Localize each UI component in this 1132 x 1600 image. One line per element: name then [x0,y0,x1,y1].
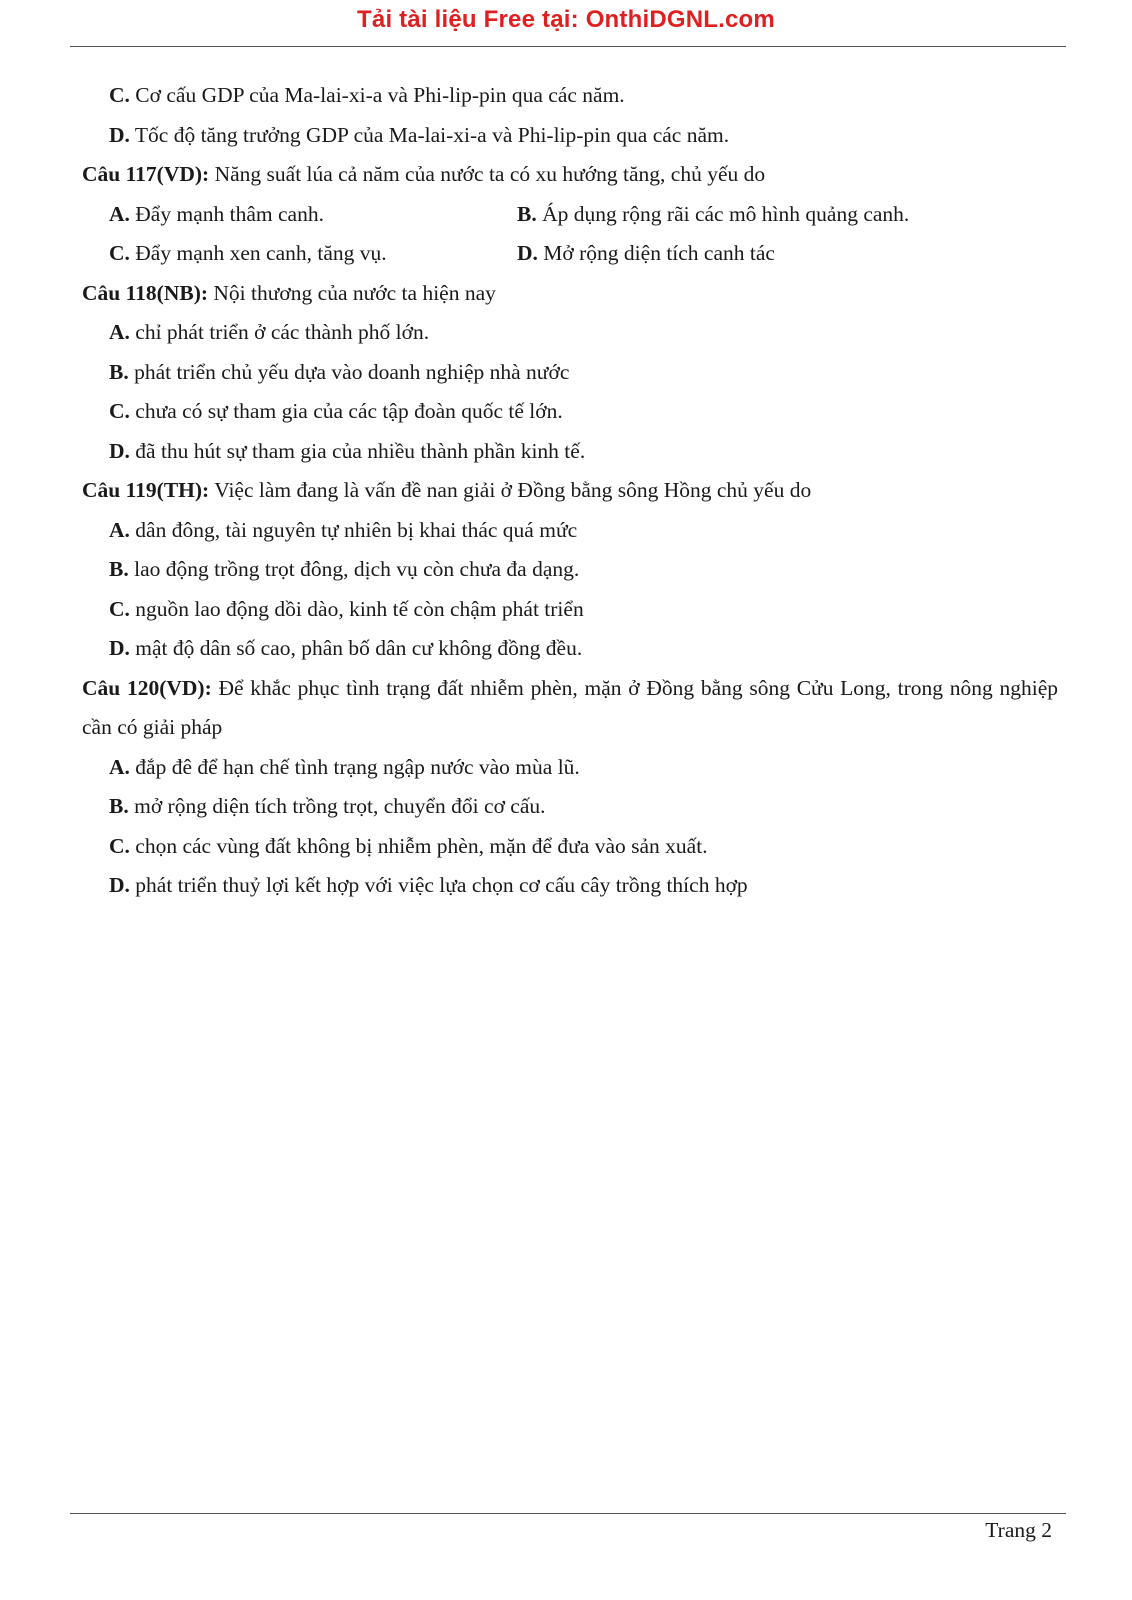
option-letter: C. [109,241,130,265]
option-letter: D. [109,873,130,897]
option-b [517,195,1058,235]
option-letter: A. [109,754,130,779]
question-120 [82,669,1058,748]
option-letter: C. [109,399,130,423]
option-d [82,116,1058,156]
option-text: Mở rộng diện tích canh tác [543,241,775,265]
option-letter: D. [109,438,130,463]
option-letter: B. [109,359,129,384]
option-letter: D. [109,122,130,147]
option-text: mật độ dân số cao, phân bố dân cư không đồng đều. [135,636,583,660]
document-body [82,76,1058,906]
footer-divider [70,1513,1066,1514]
option-row [82,195,1058,235]
question-label: Câu 117(VD): [82,162,210,186]
option-text: phát triển thuỷ lợi kết hợp với việc lựa chọn cơ cấu cây trồng thích hợp [135,873,748,897]
option-b [82,550,1058,590]
option-c [82,392,1058,432]
option-c [82,827,1058,867]
question-text: Để khắc phục tình trạng đất nhiễm phèn, mặn ở Đồng bằng sông Cửu Long, trong nông nghiệp cần có giải pháp [82,675,1059,739]
option-letter: B. [109,794,129,818]
option-b [82,353,1058,393]
option-letter: A. [109,517,130,542]
question-118 [82,274,1058,314]
option-row [82,234,1058,274]
option-letter: C. [109,83,130,107]
question-text: Năng suất lúa cả năm của nước ta có xu hướng tăng, chủ yếu do [214,162,766,186]
option-letter: C. [109,833,130,858]
option-text: nguồn lao động dồi dào, kinh tế còn chậm phát triển [135,596,584,621]
option-text: phát triển chủ yếu dựa vào doanh nghiệp nhà nước [134,359,570,384]
header-site-link[interactable]: Tải tài liệu Free tại: OnthiDGNL.com [357,6,775,33]
option-d [82,432,1058,472]
option-d [82,866,1058,906]
option-text: Tốc độ tăng trưởng GDP của Ma-lai-xi-a và Phi-lip-pin qua các năm. [134,122,730,147]
option-c [82,76,1058,116]
option-d [82,629,1058,669]
option-letter: A. [109,320,130,344]
question-117 [82,155,1058,195]
option-text: chưa có sự tham gia của các tập đoàn quốc tế lớn. [135,399,563,423]
option-text: lao động trồng trọt đông, dịch vụ còn chưa đa dạng. [134,557,580,581]
option-letter: D. [517,241,538,265]
option-b [82,787,1058,827]
option-text: mở rộng diện tích trồng trọt, chuyển đổi cơ cấu. [134,794,546,818]
question-text: Việc làm đang là vấn đề nan giải ở Đồng bằng sông Hồng chủ yếu do [214,478,812,502]
question-label: Câu 119(TH): [82,478,210,502]
option-d [517,234,1058,274]
option-letter: D. [109,636,130,660]
option-text: Cơ cấu GDP của Ma-lai-xi-a và Phi-lip-pin qua các năm. [135,83,625,107]
option-a [82,195,517,235]
question-label: Câu 120(VD): [82,675,212,700]
option-a [82,313,1058,353]
option-text: dân đông, tài nguyên tự nhiên bị khai thác quá mức [135,517,578,542]
option-text: đắp đê để hạn chế tình trạng ngập nước vào mùa lũ. [135,754,580,779]
option-letter: B. [109,557,129,581]
page-number: Trang 2 [985,1518,1052,1542]
option-c [82,234,517,274]
header-divider [70,46,1066,47]
option-text: đã thu hút sự tham gia của nhiều thành phần kinh tế. [135,438,586,463]
option-text: chọn các vùng đất không bị nhiễm phèn, mặn để đưa vào sản xuất. [135,833,708,858]
question-119 [82,471,1058,511]
question-label: Câu 118(NB): [82,280,209,305]
option-letter: C. [109,596,130,621]
option-text: chỉ phát triển ở các thành phố lớn. [135,320,430,344]
option-text: Đẩy mạnh xen canh, tăng vụ. [135,241,387,265]
option-c [82,590,1058,630]
option-text: Áp dụng rộng rãi các mô hình quảng canh. [542,201,910,226]
option-letter: B. [517,201,537,226]
option-letter: A. [109,201,130,226]
question-text: Nội thương của nước ta hiện nay [213,280,496,305]
option-text: Đẩy mạnh thâm canh. [135,201,324,226]
option-a [82,748,1058,788]
option-a [82,511,1058,551]
